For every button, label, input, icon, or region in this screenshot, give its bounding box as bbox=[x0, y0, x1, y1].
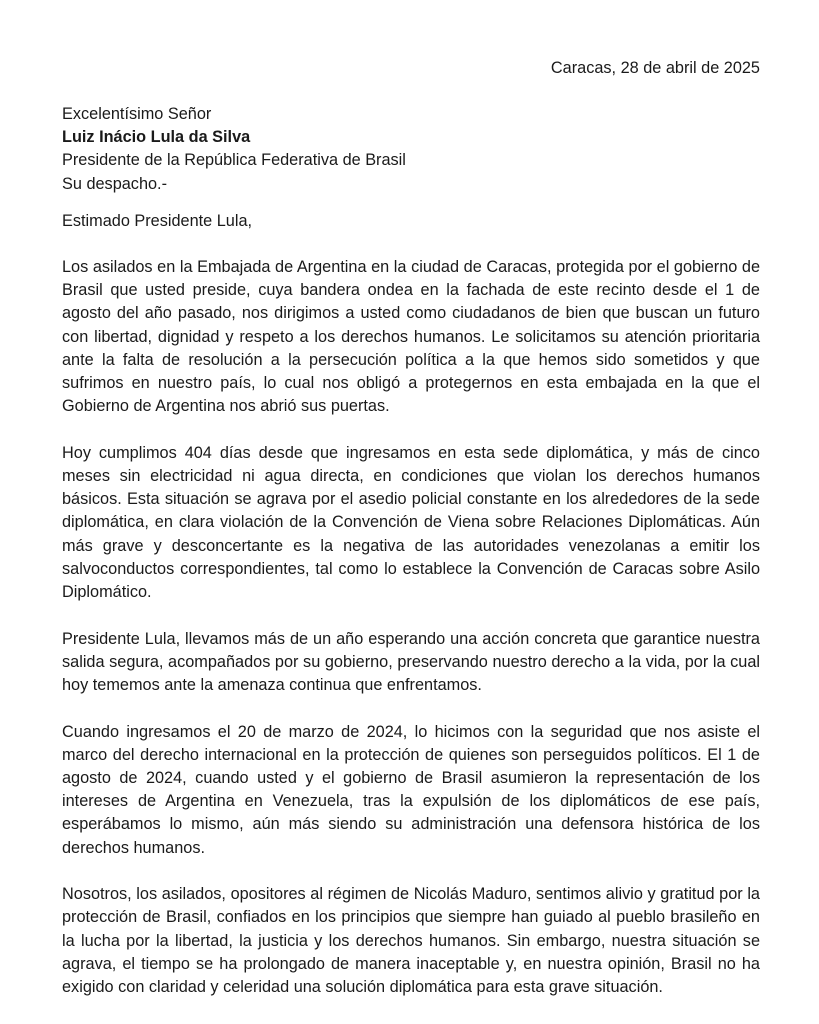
recipient-name: Luiz Inácio Lula da Silva bbox=[62, 128, 251, 147]
body-paragraph-3: Presidente Lula, llevamos más de un año esperando una acción concreta que garantice nuestra salida segura, acompañados por su gobierno, preservando nuestro derecho a la vida, por la cual hoy tememos ante la amenaza continua que enfrentamos. bbox=[62, 629, 760, 695]
body-paragraph-1: Los asilados en la Embajada de Argentina en la ciudad de Caracas, protegida por el gobierno de Brasil que usted preside, cuya bandera ondea en la fachada de este recinto desde el 1 de agosto del año pasado, nos dirigimos a usted como ciudadanos de bien que buscan un futuro con libertad, dignidad y respeto a los derechos humanos. Le solicitamos su atención prioritaria ante la falta de resolución a la persecución política a la que hemos sido sometidos y que sufrimos en nuestro país, lo cual nos obligó a protegernos en esta embajada en la que el Gobierno de Argentina nos abrió sus puertas. bbox=[62, 258, 760, 416]
body-paragraph-5: Nosotros, los asilados, opositores al régimen de Nicolás Maduro, sentimos alivio y gratitud por la protección de Brasil, confiados en los principios que siempre han guiado al pueblo brasileño en la lucha por la libertad, la justicia y los derechos humanos. Sin embargo, nuestra situación se agrava, el tiempo se ha prolongado de manera inaceptable y, en nuestra opinión, Brasil no ha exigido con claridad y celeridad una solución diplomática para esta grave situación. bbox=[62, 885, 760, 997]
recipient-position: Presidente de la República Federativa de Brasil bbox=[62, 151, 406, 170]
recipient-closing-line: Su despacho.- bbox=[62, 174, 167, 193]
letter-date: Caracas, 28 de abril de 2025 bbox=[550, 59, 760, 77]
salutation: Estimado Presidente Lula, bbox=[62, 212, 253, 230]
body-paragraph-2: Hoy cumplimos 404 días desde que ingresamos en esta sede diplomática, y más de cinco meses sin electricidad ni agua directa, en condiciones que violan los derechos humanos básicos. Esta situación se agrava por el asedio policial constante en los alrededores de la sede diplomática, en clara violación de la Convención de Viena sobre Relaciones Diplomáticas. Aún más grave y desconcertante es la negativa de las autoridades venezolanas a emitir los salvoconductos correspondientes, tal como lo establece la Convención de Caracas sobre Asilo Diplomático. bbox=[62, 443, 760, 602]
body-paragraph-4: Cuando ingresamos el 20 de marzo de 2024, lo hicimos con la seguridad que nos asiste el marco del derecho internacional en la protección de quienes son perseguidos políticos. El 1 de agosto de 2024, cuando usted y el gobierno de Brasil asumieron la representación de los intereses de Argentina en Venezuela, tras la expulsión de los diplomáticos de ese país, esperábamos lo mismo, aún más siendo su administración una defensora histórica de los derechos humanos. bbox=[62, 722, 760, 857]
letter-body bbox=[62, 256, 760, 1023]
recipient-block bbox=[62, 103, 762, 196]
recipient-honorific: Excelentísimo Señor bbox=[62, 105, 212, 123]
